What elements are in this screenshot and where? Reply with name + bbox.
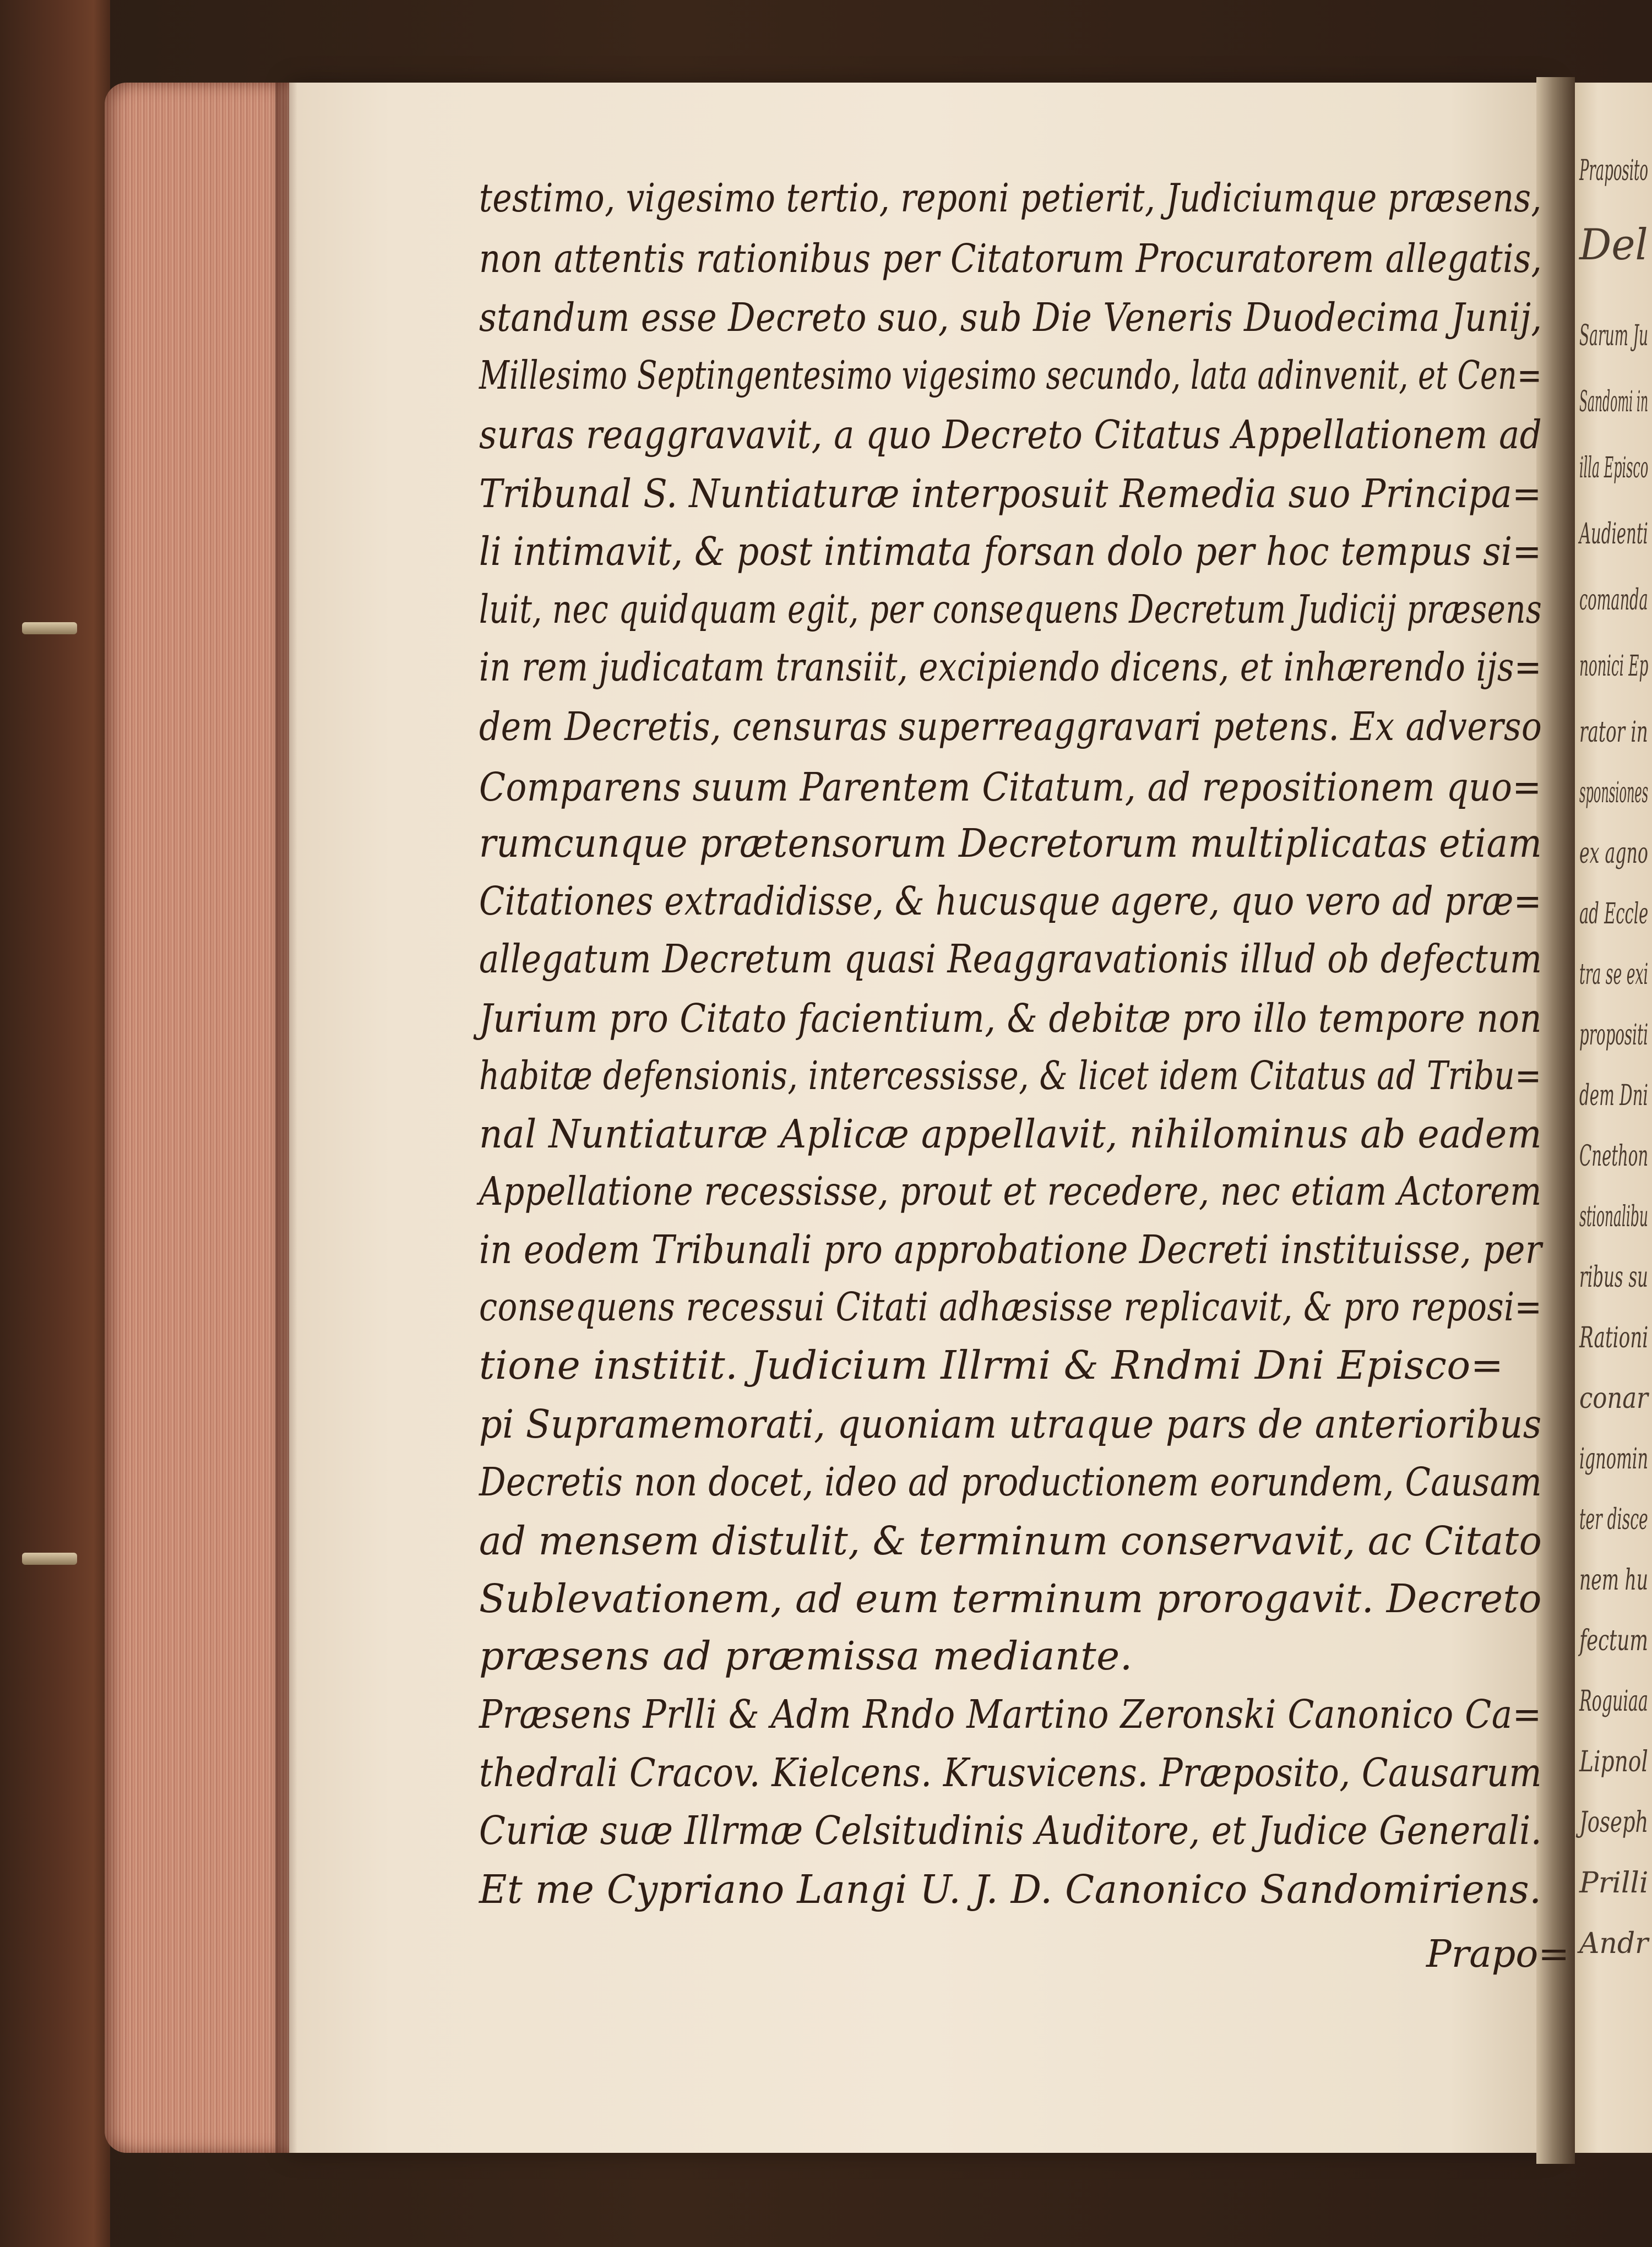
manuscript-line: dem Decretis, censuras superreaggravari petens. Ex adverso [479, 704, 1542, 749]
manuscript-line: pi Supramemorati, quoniam utraque pars de anterioribus [479, 1401, 1542, 1447]
facing-page-fragment: Audienti [1579, 518, 1648, 551]
manuscript-line: in eodem Tribunali pro approbatione Decreti instituisse, per [479, 1227, 1542, 1272]
manuscript-line: Citationes extradidisse, & hucusque agere, quo vero ad præ= [479, 878, 1542, 924]
manuscript-line: luit, nec quidquam egit, per consequens Decretum Judicij præsens [479, 586, 1542, 632]
facing-page-fragment: Prilli [1579, 1867, 1649, 1900]
facing-page-fragment: rator in [1579, 716, 1648, 749]
facing-page-fragment: ribus su [1579, 1261, 1648, 1294]
facing-page-fragment: Praposito [1579, 154, 1648, 187]
page-edge-shadow [275, 83, 297, 2153]
facing-page-fragment: Cnethon [1579, 1140, 1649, 1173]
facing-page-fragment: Sarum Ju [1579, 319, 1649, 352]
manuscript-line: Sublevationem, ad eum terminum prorogavit. Decreto [479, 1576, 1542, 1622]
facing-page-fragment: sponsiones [1579, 776, 1649, 809]
leather-cover [0, 0, 110, 2247]
manuscript-line: suras reaggravavit, a quo Decreto Citatus Appellationem ad [479, 412, 1542, 458]
facing-page-fragment: nem hu [1579, 1564, 1649, 1597]
facing-page-fragment: stionalibu [1579, 1200, 1649, 1233]
manuscript-line: testimo, vigesimo tertio, reponi petierit, Judiciumque præsens, [479, 175, 1542, 221]
facing-page-fragment: Rationi [1579, 1321, 1649, 1354]
facing-page-fragment: fectum [1579, 1624, 1648, 1657]
clasp-pin-upper [22, 622, 77, 634]
book-gutter [1536, 77, 1575, 2164]
manuscript-line: nal Nuntiaturæ Aplicæ appellavit, nihilominus ab eadem [479, 1111, 1542, 1157]
manuscript-line: ad mensem distulit, & terminum conservavit, ac Citato [479, 1518, 1542, 1564]
facing-page-fragment: Roguiaa [1579, 1685, 1648, 1718]
manuscript-line: Appellatione recessisse, prout et recedere, nec etiam Actorem [479, 1168, 1542, 1214]
facing-page-fragment: ex agno [1579, 837, 1648, 870]
facing-page-fragment: ad Eccle [1579, 897, 1649, 931]
manuscript-line: Præsens Prlli & Adm Rndo Martino Zeronski Canonico Ca= [479, 1691, 1542, 1737]
manuscript-line: li intimavit, & post intimata forsan dolo per hoc tempus si= [479, 529, 1542, 574]
facing-page-fragment: ter disce [1579, 1503, 1648, 1536]
manuscript-line: habitæ defensionis, intercessisse, & licet idem Citatus ad Tribu= [479, 1053, 1542, 1098]
facing-page-fragment: Del [1579, 220, 1648, 270]
manuscript-line: Millesimo Septingentesimo vigesimo secundo, lata adinvenit, et Cen= [479, 352, 1542, 398]
manuscript-line: non attentis rationibus per Citatorum Procuratorem allegatis, [479, 236, 1542, 281]
manuscript-line: thedrali Cracov. Kielcens. Krusvicens. Præposito, Causarum [479, 1750, 1542, 1796]
facing-page-fragment: propositi [1579, 1019, 1648, 1052]
facing-page-fragment: conar [1579, 1382, 1648, 1415]
facing-page-fragment: dem Dni [1579, 1079, 1648, 1112]
facing-page-fragment: illa Episco [1579, 451, 1649, 485]
catchword: Prapo= [1426, 1933, 1570, 1976]
manuscript-line: rumcunque prætensorum Decretorum multiplicatas etiam [479, 820, 1542, 866]
manuscript-line: Curiæ suæ Illrmæ Celsitudinis Auditore, et Judice Generali. [479, 1808, 1542, 1853]
manuscript-line: in rem judicatam transiit, excipiendo dicens, et inhærendo ijs= [479, 644, 1542, 690]
manuscript-line: præsens ad præmissa mediante. [479, 1633, 1133, 1679]
manuscript-line: Jurium pro Citato facientium, & debitæ pro illo tempore non [479, 995, 1542, 1041]
manuscript-line: Decretis non docet, ideo ad productionem eorundem, Causam [479, 1459, 1542, 1505]
facing-page-fragment: Andr [1579, 1927, 1649, 1960]
page-edges [105, 83, 292, 2153]
manuscript-line: Et me Cypriano Langi U. J. D. Canonico Sandomiriens. [479, 1867, 1542, 1912]
facing-page-fragment: nonici Ep [1579, 650, 1649, 683]
clasp-pin-lower [22, 1553, 77, 1565]
manuscript-line: allegatum Decretum quasi Reaggravationis illud ob defectum [479, 936, 1542, 982]
facing-page-fragment: tra se exi [1579, 958, 1649, 991]
facing-page-fragment: comanda [1579, 584, 1648, 617]
facing-page-fragment: Sandomi in [1579, 385, 1649, 418]
manuscript-line: Comparens suum Parentem Citatum, ad repositionem quo= [479, 764, 1542, 810]
manuscript-line: tione institit. Judicium Illrmi & Rndmi Dni Episco= [479, 1342, 1504, 1388]
manuscript-line: Tribunal S. Nuntiaturæ interposuit Remedia suo Principa= [479, 471, 1542, 516]
facing-page-fragment: ignomin [1579, 1443, 1649, 1476]
facing-page-fragment: Joseph [1579, 1806, 1649, 1839]
facing-page-fragment: Lipnol [1579, 1745, 1648, 1778]
manuscript-line: consequens recessui Citati adhæsisse replicavit, & pro reposi= [479, 1284, 1542, 1330]
manuscript-line: standum esse Decreto suo, sub Die Veneris Duodecima Junij, [479, 295, 1542, 340]
